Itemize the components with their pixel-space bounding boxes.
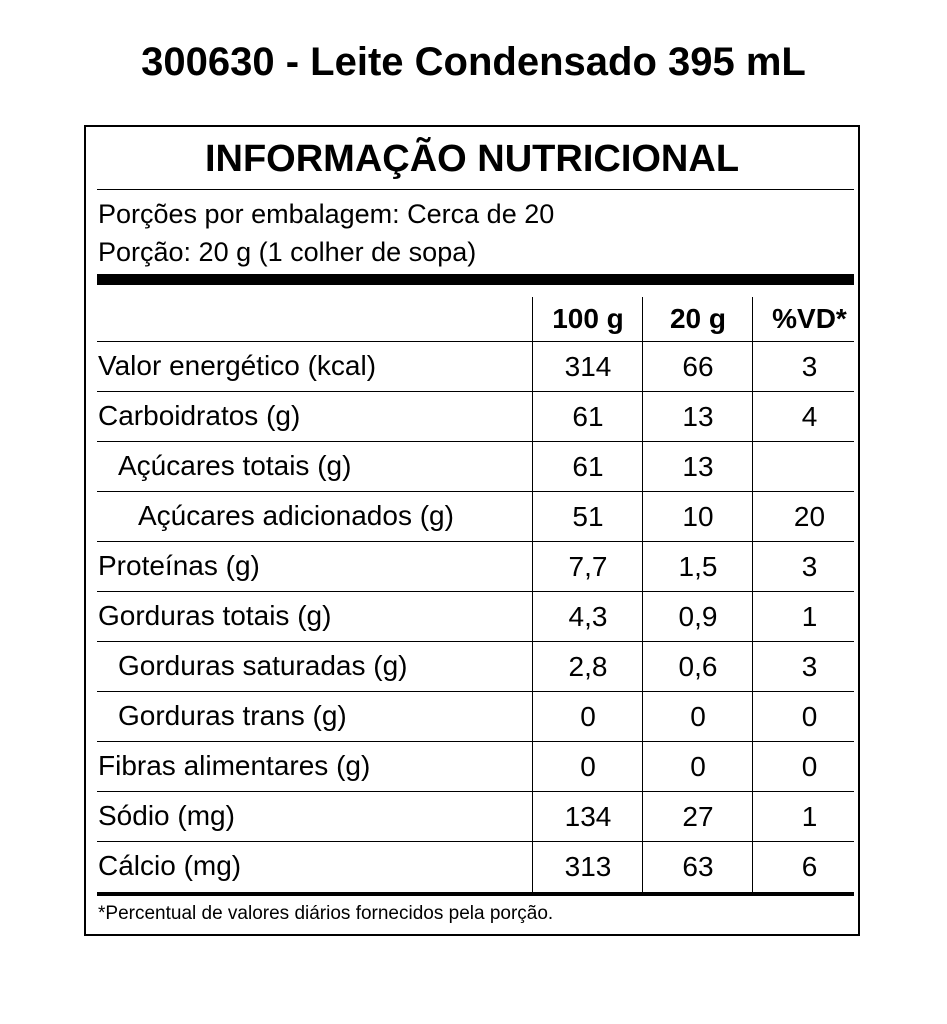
table-row	[97, 542, 854, 592]
bottom-divider	[97, 892, 854, 896]
table-row	[97, 592, 854, 642]
table-header-row	[97, 295, 854, 342]
column-header-vd: %VD*	[772, 303, 847, 334]
nutrient-name: Proteínas (g)	[98, 550, 260, 581]
table-row	[97, 342, 854, 392]
table-row	[97, 842, 854, 892]
value-per-100g: 134	[564, 801, 612, 832]
value-per-100g: 51	[572, 501, 604, 532]
table-row	[97, 742, 854, 792]
nutrient-name: Açúcares adicionados (g)	[138, 500, 454, 531]
nutrient-name: Açúcares totais (g)	[118, 450, 352, 481]
divider	[97, 189, 854, 190]
servings-per-package: Porções por embalagem: Cerca de 20	[98, 199, 555, 229]
value-per-20g: 63	[682, 851, 714, 882]
nutrient-name: Gorduras totais (g)	[98, 600, 332, 631]
value-per-20g: 66	[682, 351, 714, 382]
product-title: 300630 - Leite Condensado 395 mL	[141, 40, 806, 84]
table-row	[97, 442, 854, 492]
value-per-20g: 0	[690, 751, 706, 782]
value-per-20g: 13	[682, 451, 714, 482]
table-row	[97, 492, 854, 542]
table-body	[97, 342, 854, 892]
nutrient-name: Sódio (mg)	[98, 800, 235, 831]
table-row	[97, 642, 854, 692]
serving-size: Porção: 20 g (1 colher de sopa)	[98, 237, 477, 267]
value-per-100g: 4,3	[568, 601, 608, 632]
value-per-20g: 0,6	[678, 651, 718, 682]
value-per-20g: 0	[690, 701, 706, 732]
table-row	[97, 392, 854, 442]
value-per-20g: 1,5	[678, 551, 718, 582]
nutrition-table	[97, 295, 854, 892]
value-per-100g: 0	[580, 751, 596, 782]
value-percent-dv: 1	[801, 601, 818, 632]
nutrient-name: Fibras alimentares (g)	[98, 750, 371, 781]
value-percent-dv: 4	[801, 401, 818, 432]
value-per-20g: 0,9	[678, 601, 718, 632]
value-per-100g: 61	[572, 401, 604, 432]
thick-divider	[97, 274, 854, 285]
value-percent-dv: 0	[801, 701, 818, 732]
value-per-100g: 0	[580, 701, 596, 732]
value-percent-dv: 20	[793, 501, 826, 532]
label-heading: INFORMAÇÃO NUTRICIONAL	[204, 138, 740, 180]
nutrient-name: Cálcio (mg)	[98, 850, 242, 881]
value-percent-dv: 1	[801, 801, 818, 832]
nutrient-name: Gorduras trans (g)	[118, 700, 347, 731]
table-row	[97, 692, 854, 742]
value-per-100g: 314	[564, 351, 612, 382]
footnote: *Percentual de valores diários fornecidos pela porção.	[98, 903, 554, 924]
value-per-20g: 13	[682, 401, 714, 432]
value-per-20g: 27	[682, 801, 714, 832]
nutrient-name: Valor energético (kcal)	[98, 350, 377, 381]
column-header-20g: 20 g	[669, 303, 727, 334]
value-percent-dv: 0	[801, 751, 818, 782]
value-per-100g: 61	[572, 451, 604, 482]
column-header-100g: 100 g	[552, 303, 624, 334]
nutrient-name: Gorduras saturadas (g)	[118, 650, 408, 681]
table-row	[97, 792, 854, 842]
nutrition-label	[84, 125, 860, 936]
value-percent-dv: 3	[801, 651, 818, 682]
value-percent-dv	[753, 442, 866, 492]
value-percent-dv: 6	[801, 851, 818, 882]
value-per-100g: 2,8	[568, 651, 608, 682]
value-per-20g: 10	[682, 501, 714, 532]
value-percent-dv: 3	[801, 351, 818, 382]
value-percent-dv: 3	[801, 551, 818, 582]
value-per-100g: 313	[564, 851, 612, 882]
value-per-100g: 7,7	[568, 551, 608, 582]
nutrient-name: Carboidratos (g)	[98, 400, 301, 431]
